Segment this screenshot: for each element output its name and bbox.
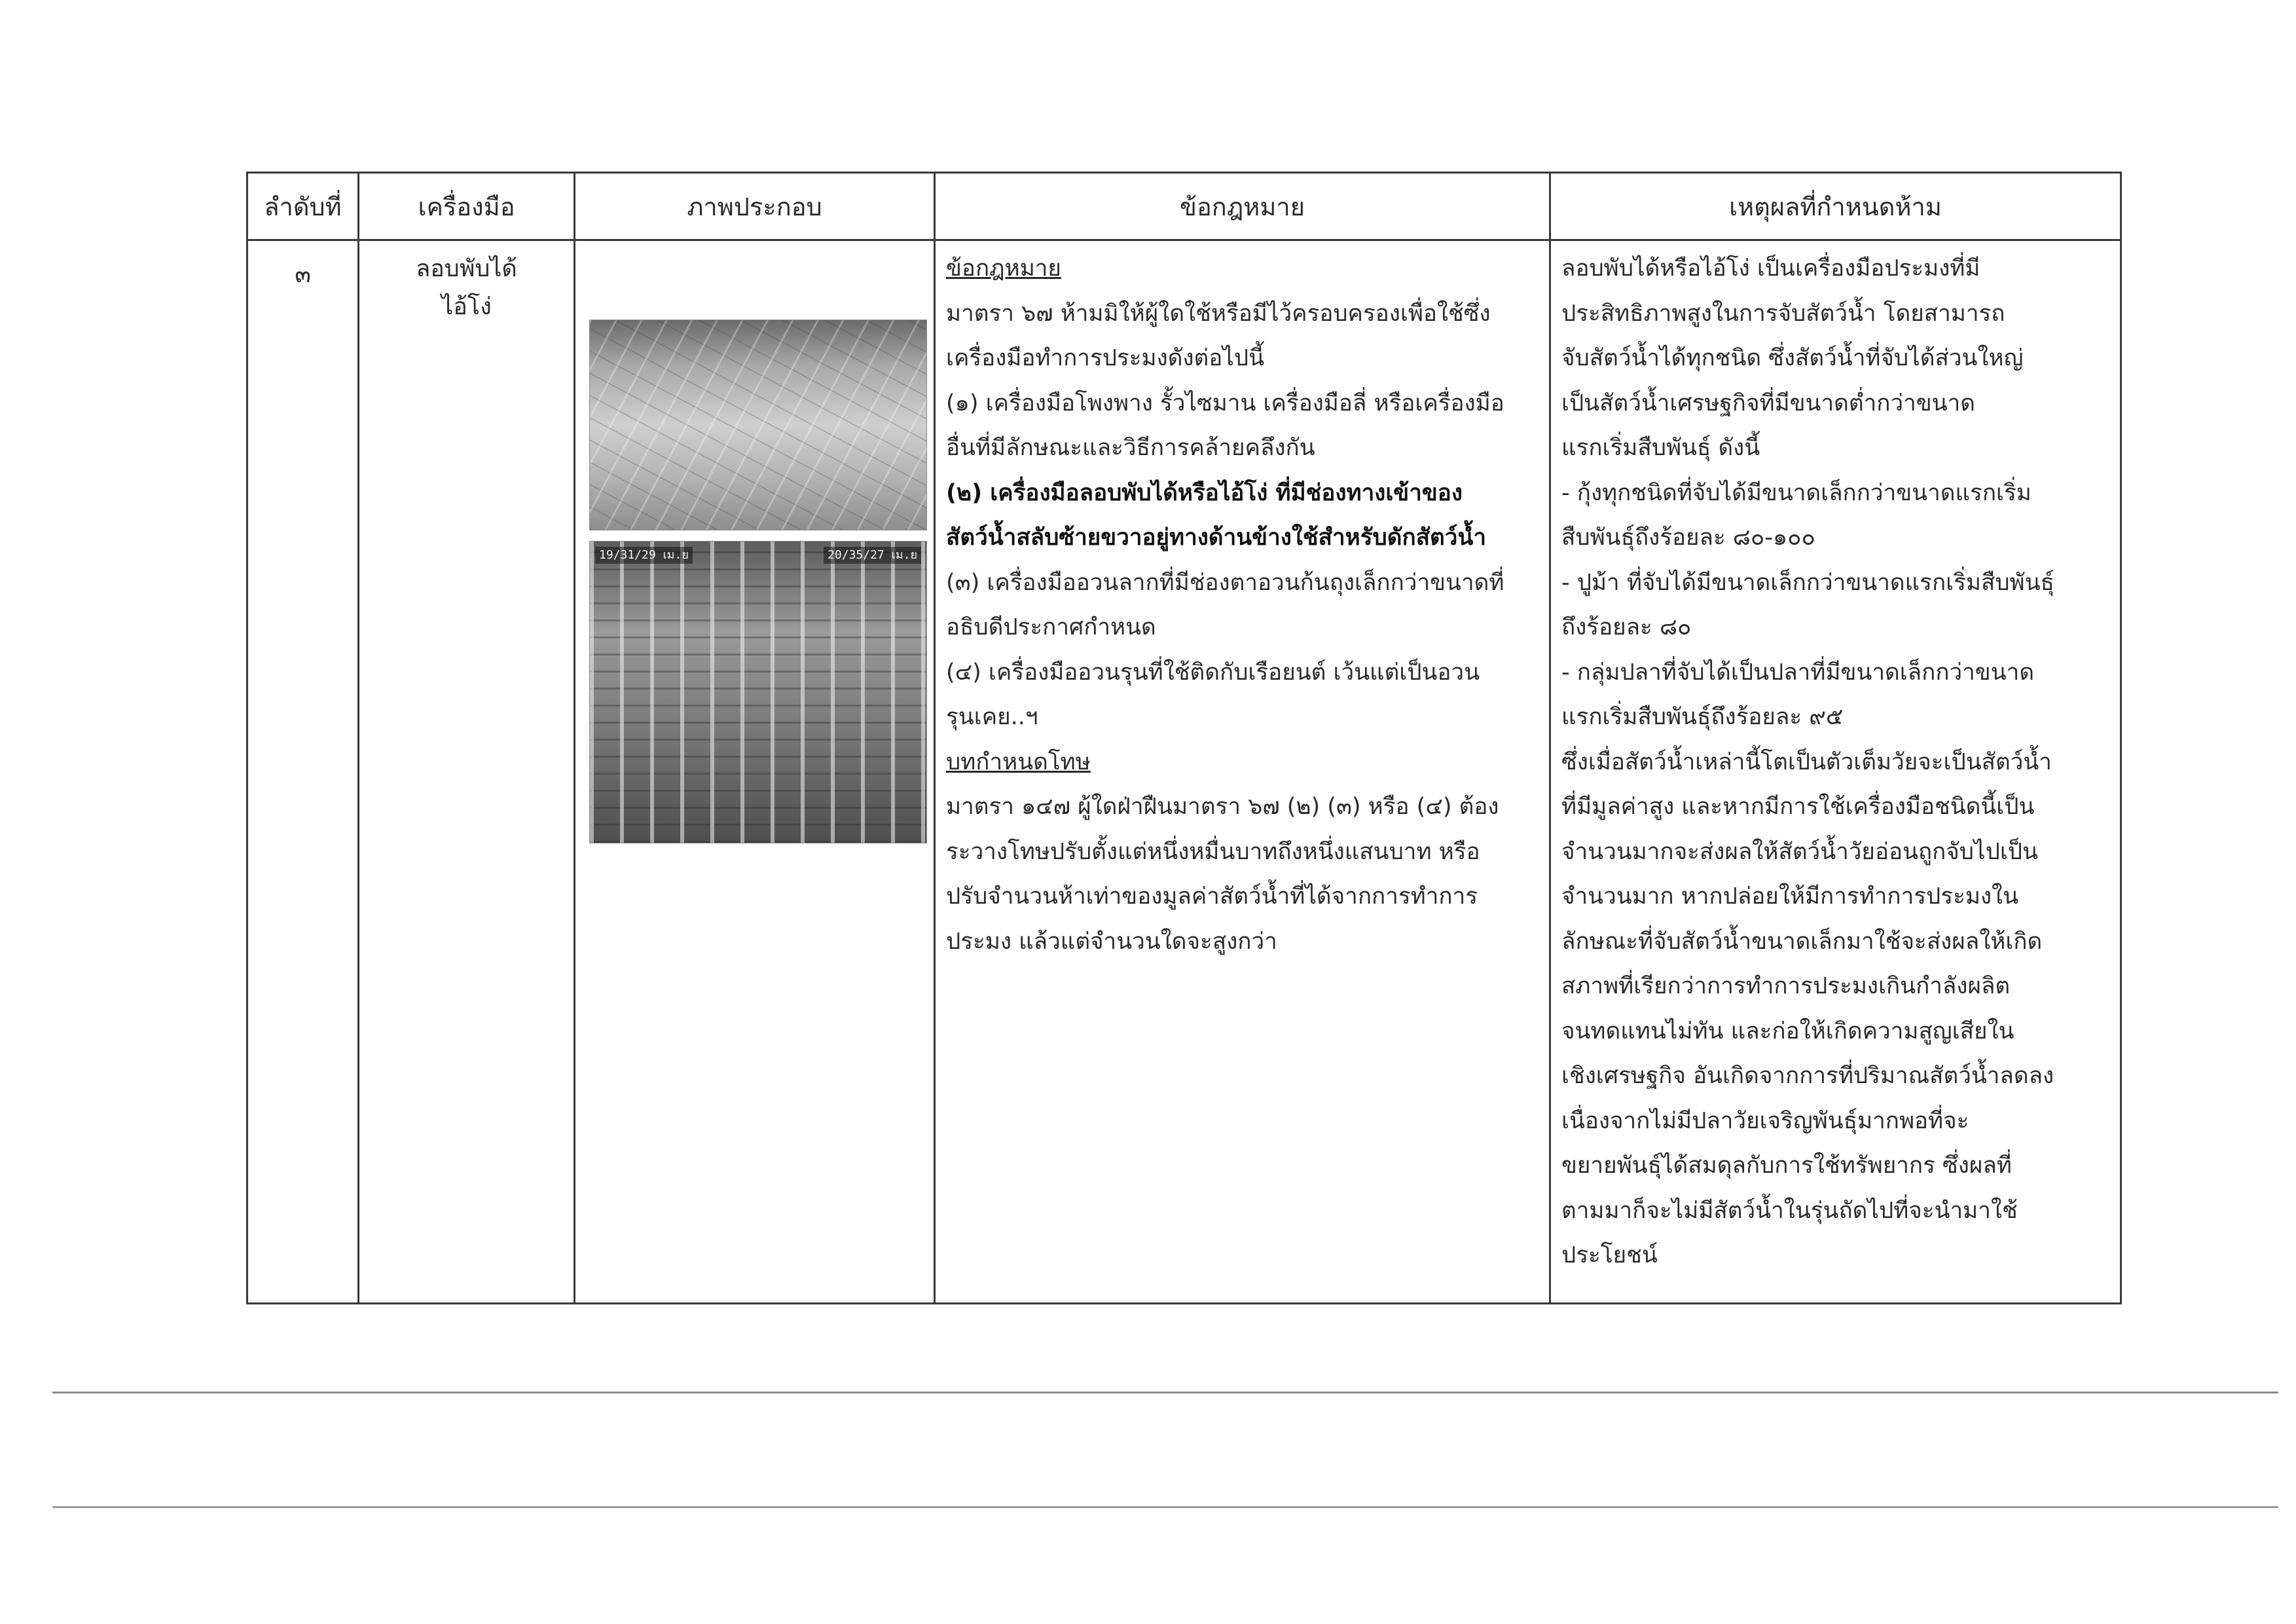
trap-photo-field: [589, 320, 927, 530]
header-no: ลำดับที่: [247, 173, 359, 240]
header-reason: เหตุผลที่กำหนดห้าม: [1550, 173, 2121, 240]
tool-name-line-1: ลอบพับได้: [416, 255, 517, 282]
reason-cell: [1550, 240, 2121, 1304]
law-line-bold: (๒) เครื่องมือลอบพับได้หรือไอ้โง่ ที่มีช่องทางเข้าของ: [946, 479, 1463, 506]
law-line: เครื่องมือทำการประมงดังต่อไปนี้: [946, 345, 1265, 371]
reason-line: เนื่องจากไม่มีปลาวัยเจริญพันธุ์มากพอที่จะ: [1561, 1107, 1969, 1134]
photo-stamp-left: 19/31/29 เม.ย: [595, 547, 693, 564]
header-illustration: ภาพประกอบ: [575, 173, 935, 240]
regulation-table: [246, 172, 2122, 1304]
reason-line: ขยายพันธุ์ได้สมดุลกับการใช้ทรัพยากร ซึ่งผลที่: [1561, 1153, 2012, 1179]
law-heading: ข้อกฎหมาย: [946, 255, 1061, 282]
tool-name-cell: [359, 240, 575, 1304]
reason-line: - กลุ่มปลาที่จับได้เป็นปลาที่มีขนาดเล็กกว่าขนาด: [1561, 659, 2035, 686]
reason-line: ถึงร้อยละ ๘๐: [1561, 614, 1692, 640]
reason-line: แรกเริ่มสืบพันธุ์ถึงร้อยละ ๙๕: [1561, 704, 1844, 730]
penalty-line: ระวางโทษปรับตั้งแต่หนึ่งหมื่นบาทถึงหนึ่งแสนบาท หรือ: [946, 838, 1480, 865]
trap-photo-stacked: [589, 541, 927, 843]
penalty-line: มาตรา ๑๔๗ ผู้ใดฝ่าฝืนมาตรา ๖๗ (๒) (๓) หรือ (๔) ต้อง: [946, 794, 1499, 820]
reason-line: เชิงเศรษฐกิจ อันเกิดจากการที่ปริมาณสัตว์น้ำลดลง: [1561, 1063, 2054, 1089]
header-law: ข้อกฎหมาย: [935, 173, 1550, 240]
tool-name-line-2: ไอ้โง่: [441, 293, 492, 320]
reason-line: ซึ่งเมื่อสัตว์น้ำเหล่านี้โตเป็นตัวเต็มวัยจะเป็นสัตว์น้ำ: [1561, 748, 2052, 775]
law-line: (๑) เครื่องมือโพงพาง รั้วไซมาน เครื่องมือลี่ หรือเครื่องมือ: [946, 390, 1504, 416]
penalty-heading: บทกำหนดโทษ: [946, 748, 1091, 775]
reason-line: จับสัตว์น้ำได้ทุกชนิด ซึ่งสัตว์น้ำที่จับได้ส่วนใหญ่: [1561, 345, 2024, 371]
reason-line: แรกเริ่มสืบพันธุ์ ดังนี้: [1561, 435, 1760, 461]
reason-line: เป็นสัตว์น้ำเศรษฐกิจที่มีขนาดต่ำกว่าขนาด: [1561, 390, 1975, 416]
reason-line: ที่มีมูลค่าสูง และหากมีการใช้เครื่องมือชนิดนี้เป็น: [1561, 794, 2035, 820]
reason-line: - กุ้งทุกชนิดที่จับได้มีขนาดเล็กกว่าขนาดแรกเริ่ม: [1561, 479, 2032, 506]
photo-stamp-right: 20/35/27 เม.ย: [824, 547, 921, 564]
reason-line: สืบพันธุ์ถึงร้อยละ ๘๐-๑๐๐: [1561, 525, 1815, 551]
law-line: อธิบดีประกาศกำหนด: [946, 614, 1156, 640]
reason-line: จำนวนมากจะส่งผลให้สัตว์น้ำวัยอ่อนถูกจับไปเป็น: [1561, 838, 2038, 865]
page-divider: [52, 1392, 2278, 1393]
illustration-cell: [575, 240, 935, 1304]
reason-line: สภาพที่เรียกว่าการทำการประมงเกินกำลังผลิต: [1561, 973, 2011, 999]
reason-line: จำนวนมาก หากปล่อยให้มีการทำการประมงใน: [1561, 883, 2019, 910]
law-line: รุนเคย..ฯ: [946, 704, 1038, 730]
law-line: (๔) เครื่องมืออวนรุนที่ใช้ติดกับเรือยนต์ เว้นแต่เป็นอวน: [946, 659, 1480, 686]
table-header-row: [247, 173, 2121, 240]
table-row: [247, 240, 2121, 1304]
penalty-line: ปรับจำนวนห้าเท่าของมูลค่าสัตว์น้ำที่ได้จากการทำการ: [946, 883, 1478, 910]
law-line: (๓) เครื่องมืออวนลากที่มีช่องตาอวนก้นถุงเล็กกว่าขนาดที่: [946, 569, 1504, 596]
reason-line: ประสิทธิภาพสูงในการจับสัตว์น้ำ โดยสามารถ: [1561, 300, 2005, 327]
page-divider: [52, 1506, 2278, 1508]
reason-line: ตามมาก็จะไม่มีสัตว์น้ำในรุ่นถัดไปที่จะนำมาใช้: [1561, 1197, 2018, 1224]
law-line-bold: สัตว์น้ำสลับซ้ายขวาอยู่ทางด้านข้างใช้สำหรับดักสัตว์น้ำ: [946, 525, 1487, 551]
law-line: อื่นที่มีลักษณะและวิธีการคล้ายคลึงกัน: [946, 435, 1315, 461]
reason-line: จนทดแทนไม่ทัน และก่อให้เกิดความสูญเสียใน: [1561, 1018, 2014, 1044]
law-line: มาตรา ๖๗ ห้ามมิให้ผู้ใดใช้หรือมีไว้ครอบครองเพื่อใช้ซึ่ง: [946, 300, 1491, 327]
header-tool: เครื่องมือ: [359, 173, 575, 240]
reason-line: - ปูม้า ที่จับได้มีขนาดเล็กกว่าขนาดแรกเริ่มสืบพันธุ์: [1561, 569, 2054, 596]
penalty-line: ประมง แล้วแต่จำนวนใดจะสูงกว่า: [946, 928, 1277, 955]
reason-line: ประโยชน์: [1561, 1242, 1658, 1268]
reason-line: ลักษณะที่จับสัตว์น้ำขนาดเล็กมาใช้จะส่งผลให้เกิด: [1561, 928, 2043, 955]
law-cell: [935, 240, 1550, 1304]
reason-line: ลอบพับได้หรือไอ้โง่ เป็นเครื่องมือประมงที่มี: [1561, 255, 1980, 282]
row-number: ๓: [247, 240, 359, 1304]
